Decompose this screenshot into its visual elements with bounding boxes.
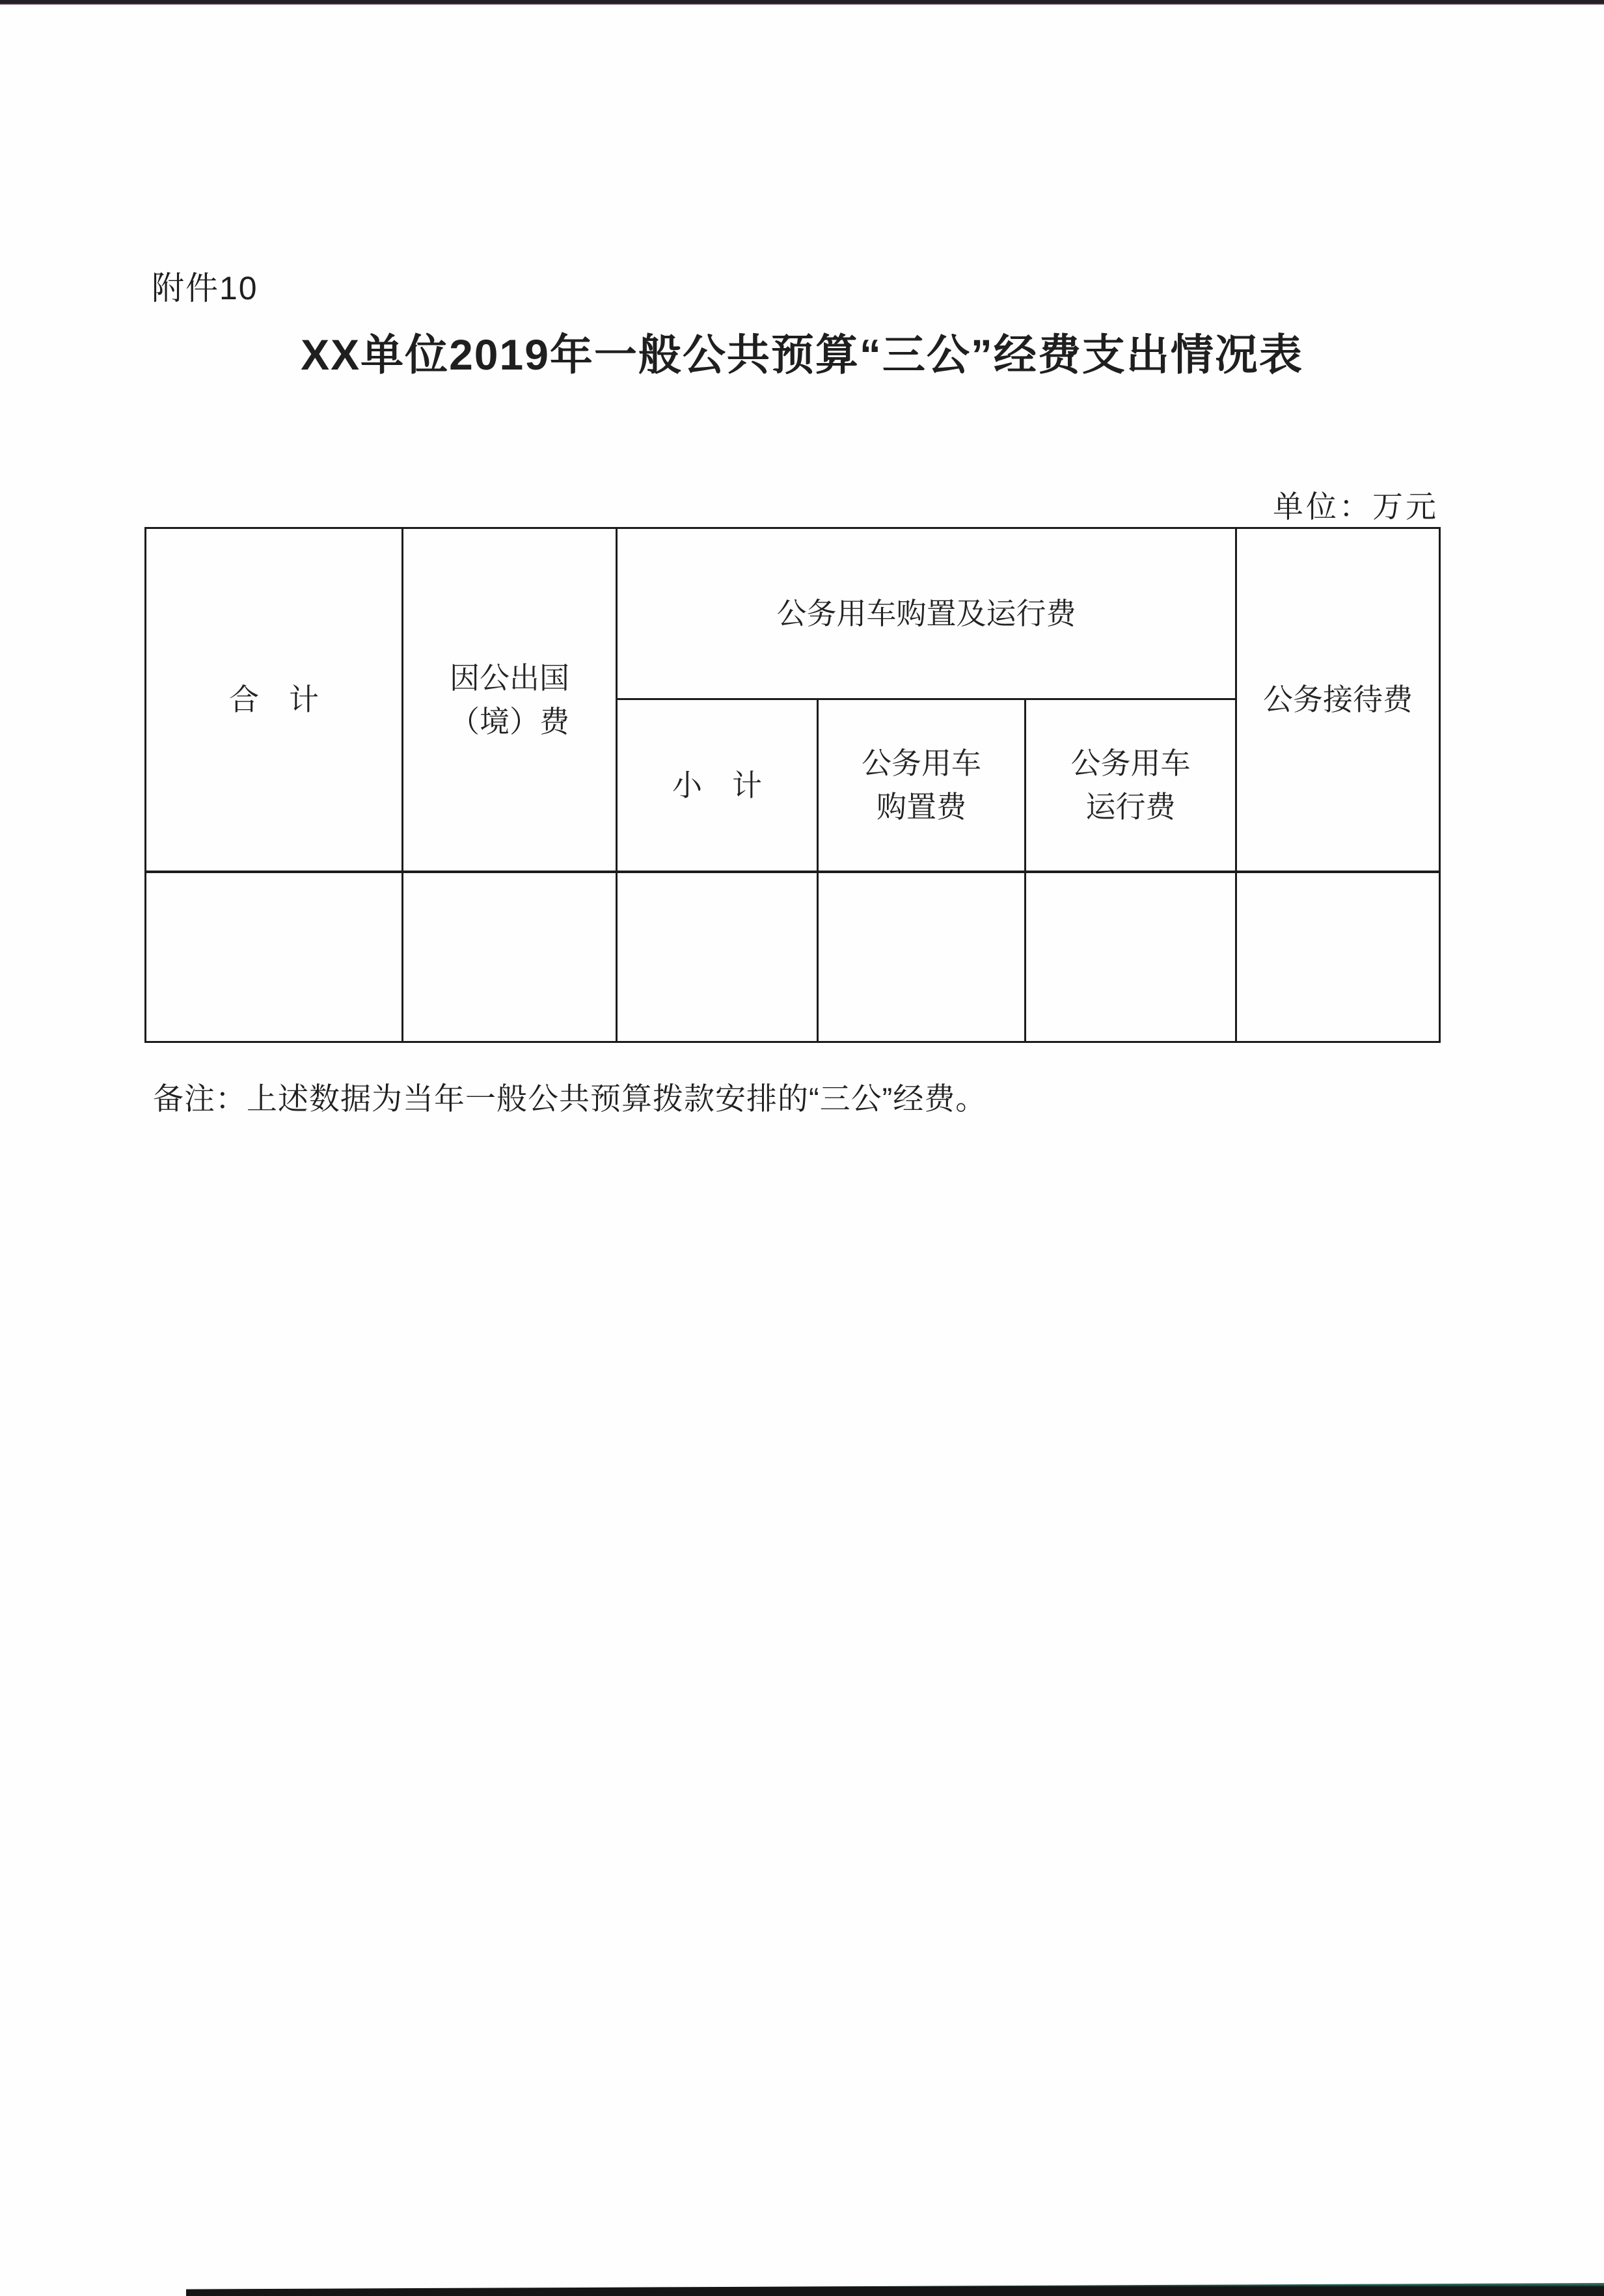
header-total: 合 计 — [146, 528, 403, 872]
attachment-label: 附件10 — [152, 270, 258, 306]
scan-edge-artifact-bottom — [186, 2283, 1604, 2296]
data-cell-total — [146, 872, 403, 1042]
header-vehicle-group: 公务用车购置及运行费 — [617, 528, 1236, 699]
header-vehicle-operation — [1026, 699, 1236, 872]
header-vehicle-operation-line2: 运行费 — [1085, 790, 1176, 824]
header-row-1 — [146, 528, 1440, 699]
header-vehicle-operation-line1: 公务用车 — [1070, 746, 1191, 781]
data-cell-vehicle-subtotal — [617, 872, 818, 1042]
table-data-row — [146, 872, 1440, 1042]
header-vehicle-purchase — [818, 699, 1026, 872]
footnote: 备注：上述数据为当年一般公共预算拨款安排的“三公”经费。 — [153, 1081, 987, 1116]
header-abroad-line1: 因公出国 — [450, 660, 569, 695]
unit-label: 单位：万元 — [1273, 489, 1439, 524]
data-cell-vehicle-purchase — [818, 872, 1026, 1042]
header-abroad-line2: （境）费 — [450, 704, 569, 738]
header-reception: 公务接待费 — [1236, 528, 1440, 872]
header-vehicle-subtotal: 小 计 — [617, 699, 818, 872]
data-cell-abroad — [403, 872, 617, 1042]
data-cell-vehicle-operation — [1026, 872, 1236, 1042]
data-cell-reception — [1236, 872, 1440, 1042]
expense-table — [144, 527, 1441, 1043]
header-abroad-expense — [403, 528, 617, 872]
header-vehicle-purchase-line1: 公务用车 — [862, 746, 981, 781]
page-title: XX单位2019年一般公共预算“三公”经费支出情况表 — [301, 331, 1303, 379]
header-vehicle-purchase-line2: 购置费 — [877, 790, 966, 824]
scan-edge-artifact-top — [0, 0, 1604, 5]
